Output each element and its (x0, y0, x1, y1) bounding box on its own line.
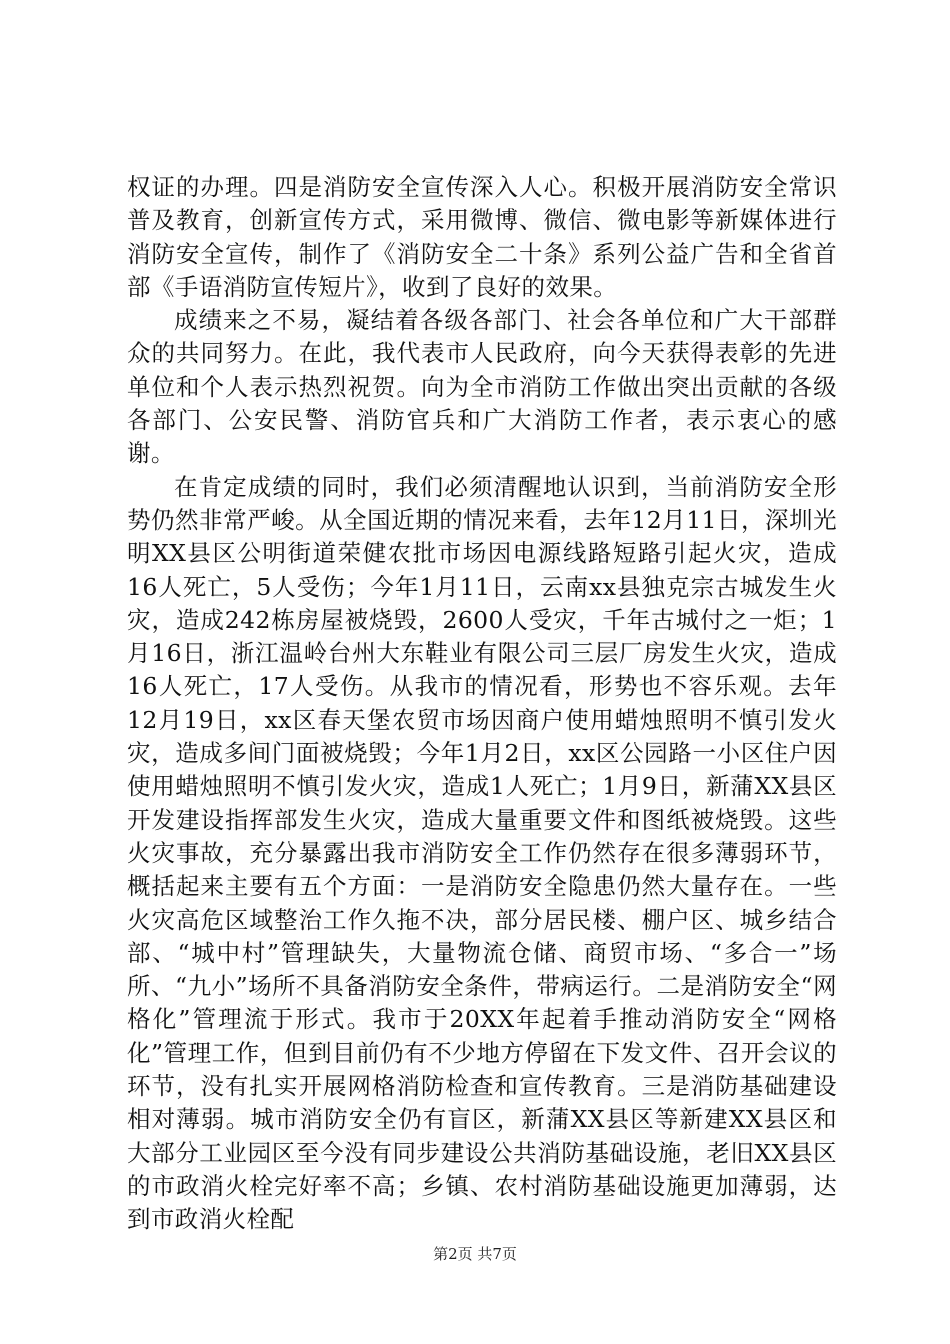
paragraph-1: 权证的办理。四是消防安全宣传深入人心。积极开展消防安全常识普及教育，创新宣传方式，采用微博、微信、微电影等新媒体进行消防安全宣传，制作了《消防安全二十条》系列公益广告和全省首部《手语消防宣传短片》，收到了良好的效果。 (127, 173, 837, 301)
document-body (127, 171, 837, 1237)
page-footer: 第2页 共7页 (433, 1245, 517, 1263)
paragraph-2: 成绩来之不易，凝结着各级各部门、社会各单位和广大干部群众的共同努力。在此，我代表市人民政府，向今天获得表彰的先进单位和个人表示热烈祝贺。向为全市消防工作做出突出贡献的各级各部门、公安民警、消防官兵和广大消防工作者，表示衷心的感谢。 (127, 306, 837, 468)
paragraph-3: 在肯定成绩的同时，我们必须清醒地认识到，当前消防安全形势仍然非常严峻。从全国近期的情况来看，去年12月11日，深圳光明XX县区公明街道荣健农批市场因电源线路短路引起火灾，造成16人死亡，5人受伤；今年1月11日，云南xx县独克宗古城发生火灾，造成242栋房屋被烧毁，2600人受灾，千年古城付之一炬；1月16日，浙江温岭台州大东鞋业有限公司三层厂房发生火灾，造成16人死亡，17人受伤。从我市的情况看，形势也不容乐观。去年12月19日，xx区春天堡农贸市场因商户使用蜡烛照明不慎引发火灾，造成多间门面被烧毁；今年1月2日，xx区公园路一小区住户因使用蜡烛照明不慎引发火灾，造成1人死亡；1月9日，新蒲XX县区开发建设指挥部发生火灾，造成大量重要文件和图纸被烧毁。这些火灾事故，充分暴露出我市消防安全工作仍然存在很多薄弱环节，概括起来主要有五个方面：一是消防安全隐患仍然大量存在。一些火灾高危区域整治工作久拖不决，部分居民楼、棚户区、城乡结合部、“城中村”管理缺失，大量物流仓储、商贸市场、“多合一”场所、“九小”场所不具备消防安全条件，带病运行。二是消防安全“网格化”管理流于形式。我市于20XX年起着手推动消防安全“网格化”管理工作，但到目前仍有不少地方停留在下发文件、召开会议的环节，没有扎实开展网格消防检查和宣传教育。三是消防基础建设相对薄弱。城市消防安全仍有盲区，新蒲XX县区等新建XX县区和大部分工业园区至今没有同步建设公共消防基础设施，老旧XX县区的市政消火栓完好率不高；乡镇、农村消防基础设施更加薄弱，达到市政消火栓配 (127, 472, 837, 1234)
